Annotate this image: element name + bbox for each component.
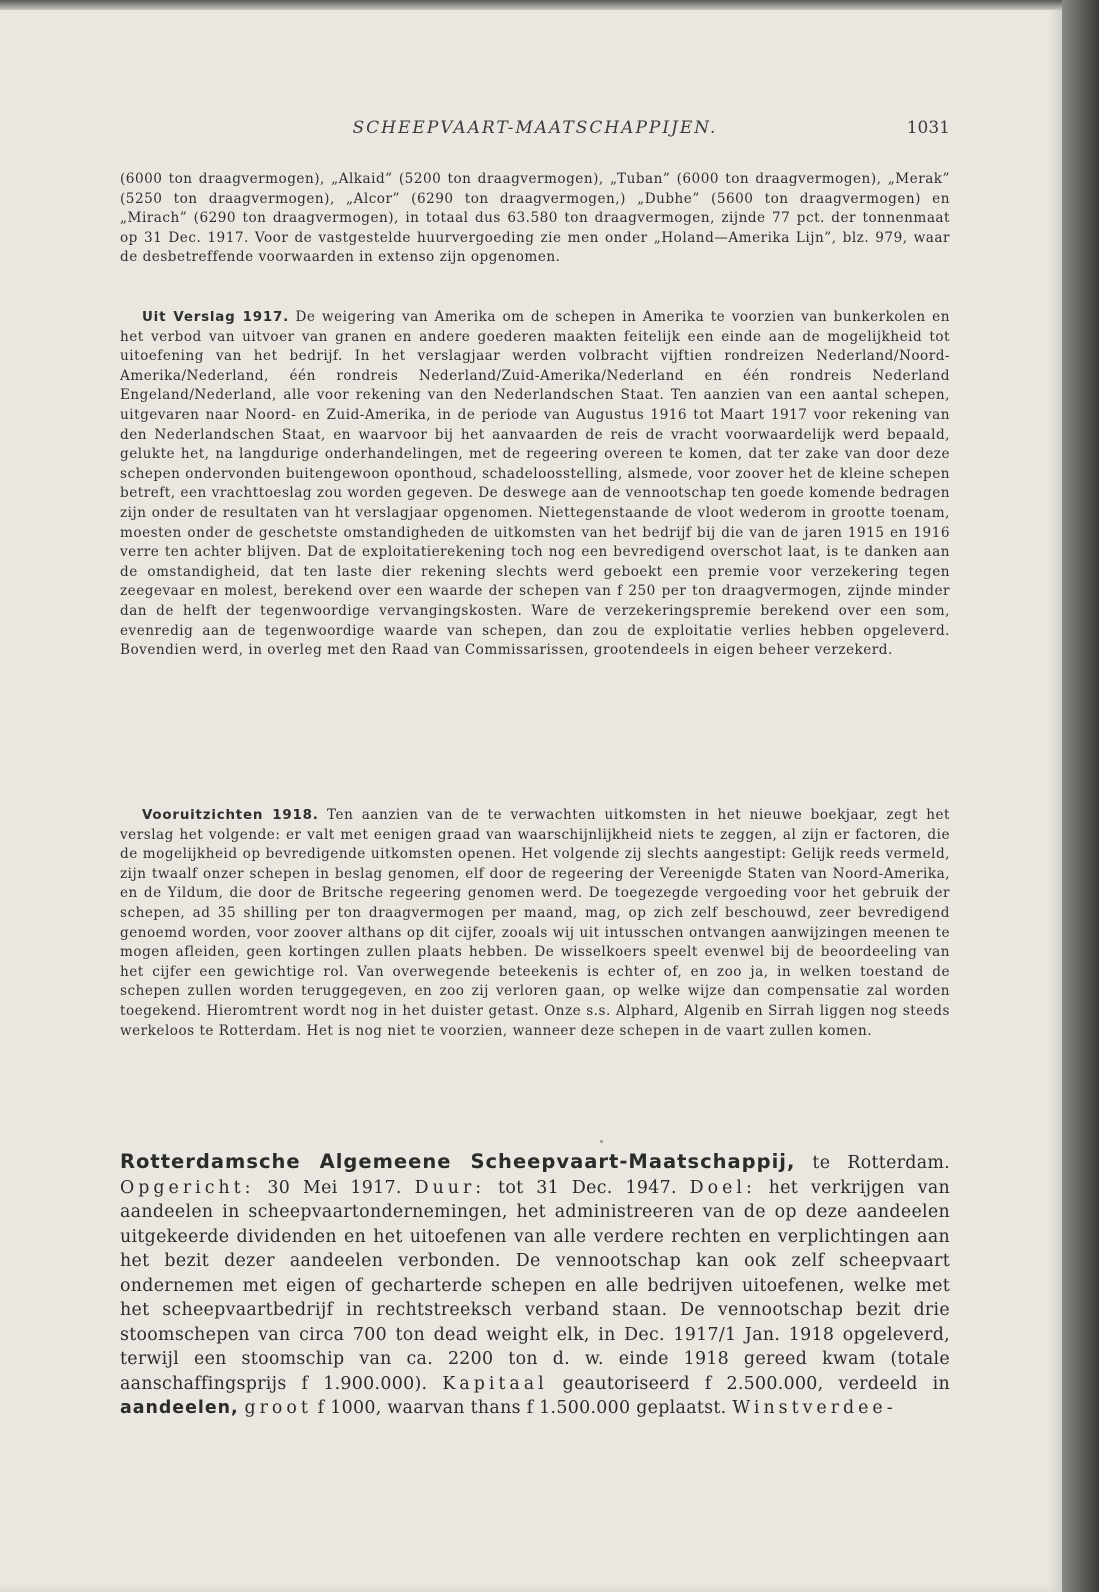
company-name: Rotterdamsche Algemeene Scheepvaart-Maatschappij, (120, 1150, 796, 1173)
duur-value: tot 31 Dec. 1947. (498, 1177, 677, 1198)
winstverdeeling-label: Winstverdee- (732, 1398, 897, 1418)
verslag-paragraph (120, 308, 950, 661)
company-entry (120, 1150, 950, 1421)
verslag-heading: Uit Verslag 1917. (142, 310, 289, 325)
doel-text: het verkrijgen van aandeelen in scheepvaartondernemingen, het administreeren van de op deze aandeelen uitgekeerde dividenden en het uitoefenen van alle verdere rechten en verplichtingen aan het bezit dezer aandeelen verbonden. De vennootschap kan ook zelf scheepvaart ondernemen met eigen of gecharterde schepen en alle bedrijven uitoefenen, welke met het scheepvaartbedrijf in rechtstreeksch verband staan. De vennootschap bezit drie stoomschepen van circa 700 ton dead weight elk, in Dec. 1917/1 Jan. 1918 opgeleverd, terwijl een stoomschip van ca. 2200 ton d. w. einde 1918 gereed kwam (totale aanschaffingsprijs f 1.900.000). (120, 1177, 951, 1394)
opgericht-value: 30 Mei 1917. (267, 1177, 402, 1198)
opgericht-label: Opgericht: (120, 1177, 255, 1198)
aandeelen-label: aandeelen, (120, 1398, 239, 1418)
vooruitzichten-heading: Vooruitzichten 1918. (142, 808, 319, 823)
page-number: 1031 (906, 118, 950, 138)
groot-text: f 1000, waarvan thans f 1.500.000 geplaatst. (317, 1398, 727, 1418)
continuation-paragraph (120, 170, 950, 268)
company-location: te Rotterdam. (812, 1153, 950, 1173)
groot-label: groot (244, 1398, 312, 1418)
vooruitzichten-text: Ten aanzien van de te verwachten uitkomsten in het nieuwe boekjaar, zegt het verslag het volgende: er valt met eenigen graad van waarschijnlijkheid niets te zeggen, al zijn er factoren, die de mogelijkheid op bevredigende uitkomsten openen. Het volgende zij slechts aangestipt: Gelijk reeds vermeld, zijn twaalf onzer schepen in beslag genomen, elf door de regeering der Vereenigde Staten van Noord-Amerika, en de Yildum, die door de Britsche regeering genomen werd. De toegezegde vergoeding voor het gebruik der schepen, ad 35 shilling per ton draagvermogen per maand, mag, op zich zelf beschouwd, zeer bevredigend genoemd worden, voor zoover althans op dit cijfer, zooals wij uit intusschen ontvangen aanwijzingen meenen te mogen afleiden, geen kortingen zullen plaats hebben. De wisselkoers speelt evenwel bij de beoordeeling van het cijfer een gewichtige rol. Van overwegende beteekenis is echter of, en zoo ja, in welken toestand de schepen zullen worden teruggegeven, en zoo zij verloren gaan, op welke wijze dan compensatie zal worden toegekend. Hieromtrent wordt nog in het duister getast. Onze s.s. Alphard, Algenib en Sirrah liggen nog steeds werkeloos te Rotterdam. Het is nog niet te voorzien, wanneer deze schepen in de vaart zullen komen. (120, 807, 951, 1039)
scan-right-edge (1062, 0, 1099, 1592)
paragraph-text: (6000 ton draagvermogen), „Alkaid” (5200 ton draagvermogen), „Tuban” (6000 ton draagvermogen), „Merak” (5250 ton draagvermogen), „Alcor” (6290 ton draagvermogen,) „Dubhe” (5600 ton draagvermogen) en „Mirach” (6290 ton draagvermogen), in totaal dus 63.580 ton draagvermogen, zijnde 77 pct. der tonnenmaat op 31 Dec. 1917. Voor de vastgestelde huurvergoeding zie men onder „Holand—Amerika Lijn”, blz. 979, waar de desbetreffende voorwaarden in extenso zijn opgenomen. (120, 171, 950, 266)
duur-label: Duur: (414, 1177, 486, 1198)
running-title: SCHEEPVAART-MAATSCHAPPIJEN. (352, 118, 718, 138)
vooruitzichten-paragraph (120, 806, 950, 1041)
verslag-text: De weigering van Amerika om de schepen in Amerika te voorzien van bunkerkolen en het verbod van uitvoer van granen en andere goederen maakten feitelijk een einde aan de mogelijkheid tot uitoefening van het bedrijf. In het verslagjaar werden volbracht vijftien rondreizen Nederland/Noord-Amerika/Nederland, één rondreis Nederland/Zuid-Amerika/Nederland en één rondreis Nederland Engeland/Nederland, alle voor rekening van den Nederlandschen Staat. Ten aanzien van een aantal schepen, uitgevaren naar Noord- en Zuid-Amerika, in de periode van Augustus 1916 tot Maart 1917 voor rekening van den Nederlandschen Staat, en waarvoor bij het aanvaarden de reis de vracht voorwaardelijk werd bepaald, gelukte het, na langdurige onderhandelingen, met de regeering overeen te komen, dat ter zake van door deze schepen ondervonden buitengewoon oponthoud, schadeloosstelling, alsmede, voor zoover het de kleine schepen betreft, een vrachttoeslag zou worden gegeven. De deswege aan de vennootschap ten goede komende bedragen zijn onder de resultaten van ht verslagjaar opgenomen. Niettegenstaande de vloot wederom in grootte toenam, moesten onder de geschetste omstandigheden de uitkomsten van het bedrijf bij die van de jaren 1915 en 1916 verre ten achter blijven. Dat de exploitatierekening toch nog een bevredigend overschot laat, is te danken aan de omstandigheid, dat ten laste dier rekening slechts werd geboekt een premie voor verzekering tegen zeegevaar en molest, berekend over een waarde der schepen van f 250 per ton draagvermogen, zijnde minder dan de helft der tegenwoordige vervangingskosten. Ware de verzekeringspremie berekend over een som, evenredig aan de tegenwoordige waarde van schepen, dan zou de exploitatie verlies hebben opgeleverd. Bovendien werd, in overleg met den Raad van Commissarissen, grootendeels in eigen beheer verzekerd. (120, 309, 950, 659)
kapitaal-label: Kapitaal (442, 1373, 548, 1394)
doel-label: Doel: (689, 1177, 756, 1198)
section-divider-dot (600, 1140, 603, 1143)
kapitaal-text: geautoriseerd f 2.500.000, verdeeld in (562, 1373, 951, 1394)
page-header (120, 118, 950, 144)
scan-top-edge (0, 0, 1062, 10)
